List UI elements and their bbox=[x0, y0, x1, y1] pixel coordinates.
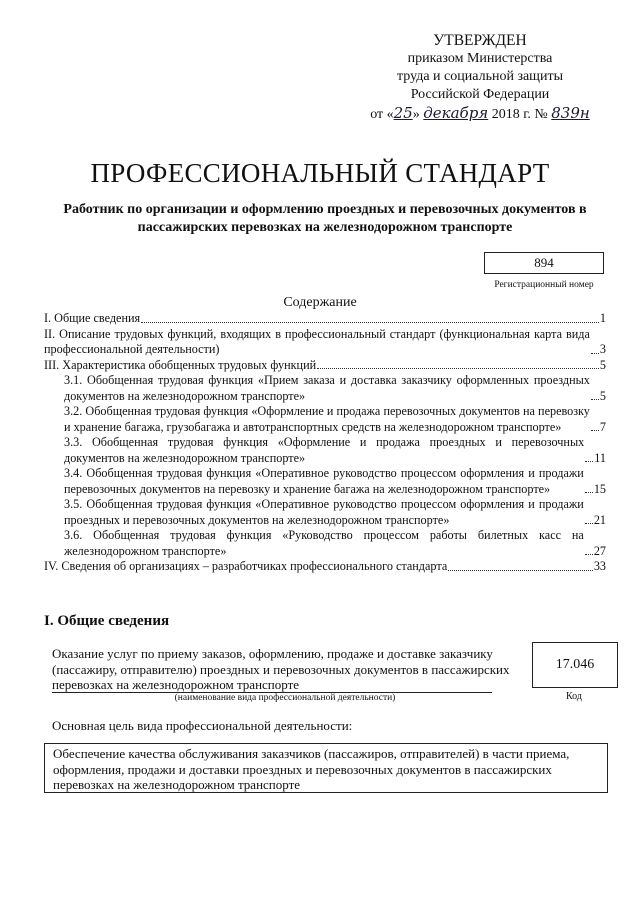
document-title: ПРОФЕССИОНАЛЬНЫЙ СТАНДАРТ bbox=[90, 158, 550, 188]
toc-item bbox=[44, 327, 606, 358]
toc-item bbox=[44, 435, 606, 466]
toc-item bbox=[44, 358, 606, 374]
activity-code-box: 17.046 bbox=[532, 642, 618, 688]
toc-item bbox=[44, 373, 606, 404]
toc-leader-dots bbox=[448, 570, 593, 571]
date-day: 25 bbox=[393, 104, 413, 122]
approval-line: труда и социальной защиты bbox=[397, 69, 563, 84]
toc-heading: Содержание bbox=[283, 295, 357, 310]
goal-box: Обеспечение качества обслуживания заказчиков (пассажиров, отправителей) в части приема, оформления, продажи и доставки проездных и перевозочных документов в пассажирских перевозках на железнодорожном транспорте bbox=[44, 743, 608, 793]
toc-item-page: 21 bbox=[593, 512, 606, 527]
toc-item-page: 7 bbox=[599, 419, 606, 434]
toc-leader-dots bbox=[585, 461, 593, 462]
registration-number-box: 894 bbox=[484, 252, 604, 274]
toc-item-page: 11 bbox=[594, 450, 606, 465]
approval-line: приказом Министерства bbox=[407, 51, 553, 66]
goal-heading: Основная цель вида профессиональной деятельности: bbox=[52, 718, 353, 733]
toc-item bbox=[44, 559, 606, 575]
order-number: 839н bbox=[551, 104, 590, 122]
toc-leader-dots bbox=[585, 523, 593, 524]
approval-block bbox=[350, 32, 610, 124]
toc-item-text: IV. Сведения об организациях – разработчиках профессионального стандарта bbox=[44, 559, 448, 573]
toc-item-text: 3.3. Обобщенная трудовая функция «Оформление и продажа проездных и перевозочных документов на железнодорожном транспорте» bbox=[64, 435, 585, 465]
toc-item-text: 3.6. Обобщенная трудовая функция «Руководство процессом работы билетных касс на железнодорожном транспорте» bbox=[64, 528, 584, 558]
toc-item-page: 1 bbox=[599, 311, 606, 325]
toc-leader-dots bbox=[585, 554, 593, 555]
toc-leader-dots bbox=[591, 353, 599, 354]
toc-item bbox=[44, 528, 606, 559]
date-year: 2018 г. № bbox=[491, 107, 548, 122]
date-mid: » bbox=[412, 107, 420, 122]
toc-item bbox=[44, 404, 606, 435]
section-heading: I. Общие сведения bbox=[44, 613, 170, 629]
toc-item bbox=[44, 466, 606, 497]
toc-item-page: 15 bbox=[593, 481, 606, 496]
toc-item-text: 3.5. Обобщенная трудовая функция «Оперативное руководство процессом оформления и продажи проездных и перевозочных документов на железнодорожном транспорте» bbox=[64, 497, 584, 527]
toc-item-page: 5 bbox=[599, 357, 606, 372]
toc-leader-dots bbox=[591, 430, 599, 431]
toc-item-page: 5 bbox=[599, 388, 606, 403]
toc-item-text: 3.4. Обобщенная трудовая функция «Оперативное руководство процессом оформления и продажи перевозочных документов на перевозку и хранение багажа на железнодорожном транспорте» bbox=[64, 466, 584, 496]
toc-leader-dots bbox=[585, 492, 593, 493]
date-month: декабря bbox=[423, 104, 489, 122]
activity-kind-text: Оказание услуг по приему заказов, оформлению, продаже и доставке заказчику (пассажиру, отправителю) проездных и перевозочных документов в пассажирских перевозках на железнодорожном транспорте bbox=[52, 646, 510, 692]
toc-item-text: I. Общие сведения bbox=[44, 311, 141, 325]
document-subtitle: Работник по организации и оформлению проездных и перевозочных документов в пассажирских перевозках на железнодорожном транспорте bbox=[63, 202, 587, 235]
activity-kind-caption: (наименование вида профессиональной деятельности) bbox=[174, 693, 396, 703]
approval-line: Российской Федерации bbox=[410, 87, 550, 102]
date-prefix: от « bbox=[370, 107, 394, 122]
registration-number-label: Регистрационный номер bbox=[494, 280, 594, 290]
toc-item-page: 3 bbox=[599, 342, 606, 356]
activity-code-caption: Код bbox=[566, 691, 582, 702]
toc-item-text: 3.1. Обобщенная трудовая функция «Прием заказа и доставка заказчику оформленных проездных документов на железнодорожном транспорте» bbox=[64, 373, 590, 403]
toc-item-text: 3.2. Обобщенная трудовая функция «Оформление и продажа перевозочных документов на перевозку и хранение багажа, грузобагажа и автотранспортных средств на железнодорожном транспорте» bbox=[64, 404, 590, 434]
toc-item-page: 27 bbox=[593, 543, 606, 558]
toc-item-page: 33 bbox=[593, 559, 606, 573]
toc-item bbox=[44, 497, 606, 528]
approval-date bbox=[350, 104, 610, 124]
table-of-contents bbox=[44, 311, 606, 575]
toc-item bbox=[44, 311, 606, 327]
toc-leader-dots bbox=[317, 368, 599, 369]
toc-item-text: III. Характеристика обобщенных трудовых функций bbox=[44, 357, 317, 372]
toc-item-text: II. Описание трудовых функций, входящих в профессиональный стандарт (функциональная карта вида профессиональной деятельности) bbox=[44, 326, 590, 356]
approval-heading: УТВЕРЖДЕН bbox=[433, 32, 527, 49]
toc-leader-dots bbox=[141, 322, 599, 323]
toc-leader-dots bbox=[591, 399, 599, 400]
